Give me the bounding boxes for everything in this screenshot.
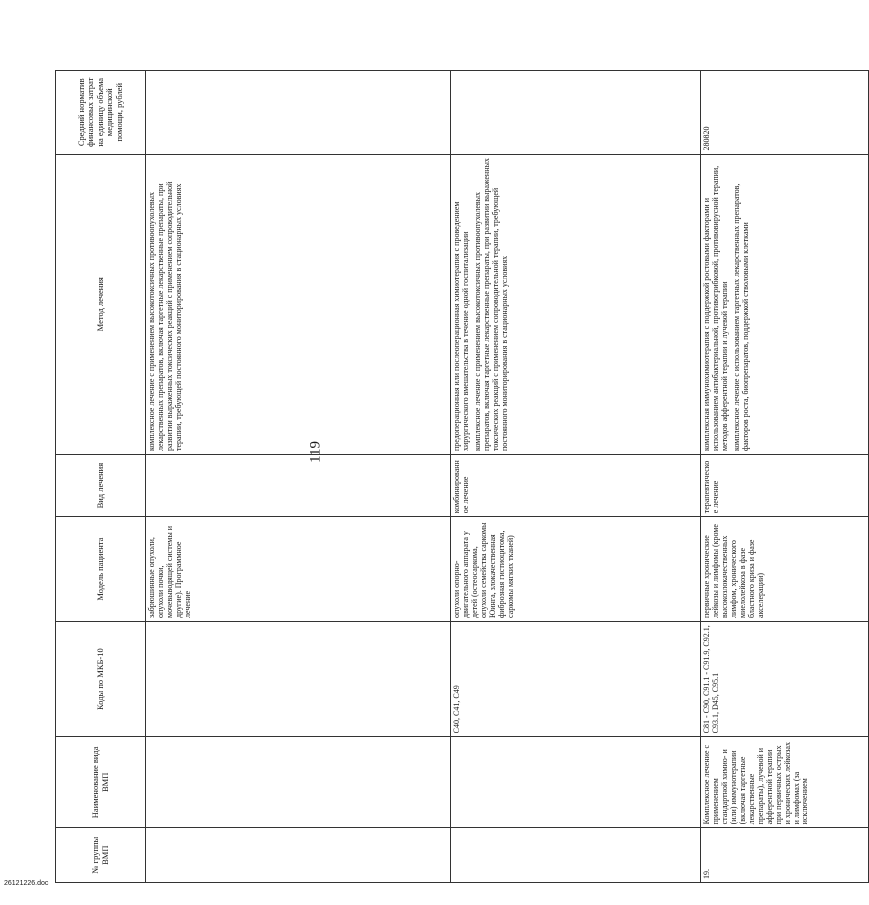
page-number: 119 [307,441,324,463]
cell-group-number: 19. [701,828,869,883]
method-text: комплексное лечение с применением высокотоксичных противоопухолевых лекарственных препаратов, включая таргетные лекарственные препараты, при развитии выраженных токсических реакций с применением сопроводительной терапии, требующей постоянного мониторирования в стационарных условиях [147,181,183,452]
header-patient-model: Модель пациента [56,517,146,622]
method-text: предоперационная или послеоперационная химиотерапия с проведением хирургического вмешательства в течение одной госпитализации [452,201,470,452]
cell-icd-codes [146,621,451,736]
cell-treatment-kind: комбинированное лечение [451,455,701,517]
cell-group-number [146,828,451,883]
method-text: комплексное лечение с применением высокотоксичных противоопухолевых препаратов, включая таргетные лекарственные препараты, при развитии выраженных токсических реакций с применением сопроводительной терапии, требующей постоянного мониторирования в стационарных условиях [472,158,509,452]
vmp-table-page [55,70,810,883]
cell-cost-norm [146,71,451,155]
table-row [451,71,701,883]
header-group-number: № группы ВМП [56,828,146,883]
header-vmp-name: Наименование вида ВМП [56,737,146,828]
table-header-row [56,71,146,883]
header-cost-norm: Средний норматив финансовых затрат на единицу объема медицинской помощи, рублей [56,71,146,155]
method-text: комплексное лечение с использованием таргетных лекарственных препаратов, факторов роста, биопрепаратов, поддержкой стволовыми клетками [731,183,750,452]
table-row [701,71,869,883]
cell-treatment-kind: терапевтическое лечение [701,455,869,517]
cell-treatment-method [146,154,451,455]
cell-vmp-name [451,737,701,828]
cell-cost-norm [451,71,701,155]
cell-group-number [451,828,701,883]
header-icd-codes: Коды по МКБ-10 [56,621,146,736]
cell-icd-codes: C40, C41, C49 [451,621,701,736]
cell-treatment-method [451,154,701,455]
method-text: комплексная иммунохимиотерапия с поддержкой ростовыми факторами и использованием антибактериальной, противогрибковой, противовирусной терапии, методов афферентной терапии и лучевой терапии [702,165,729,452]
cell-cost-norm: 280820 [701,71,869,155]
cell-patient-model: забрюшинные опухоли, опухоли почки, мочевыводящей системы и другие). Программное лечение [146,517,451,622]
cell-treatment-kind [146,455,451,517]
header-treatment-kind: Вид лечения [56,455,146,517]
vmp-table [55,70,869,883]
cell-vmp-name [146,737,451,828]
cell-icd-codes: C81 - C90, C91.1 - C91.9, C92.1, C93.1, D45, C95.1 [701,621,869,736]
header-treatment-method: Метод лечения [56,154,146,455]
cell-patient-model: первичные хронические лейкозы и лимфомы (кроме высокозлокачественных лимфом, хронического миелолейкоза в фазе бластного криза и фазе акселерации) [701,517,869,622]
cell-patient-model: опухоли опорно-двигательного аппарата у детей (остеосаркома, опухоли семейства саркомы Юинга, злокачественная фиброзная гистиоцитома, саркомы мягких тканей) [451,517,701,622]
table-row [146,71,451,883]
cell-vmp-name: Комплексное лечение с применением стандартной химио- и (или) иммунотерапии (включая таргетные лекарственные препараты), лучевой и афферентной терапии при первичных острых и хронических лейкозах и лимфомах (за исключением [701,737,869,828]
cell-treatment-method [701,154,869,455]
footer-filename: 26121226.doc [4,880,49,887]
